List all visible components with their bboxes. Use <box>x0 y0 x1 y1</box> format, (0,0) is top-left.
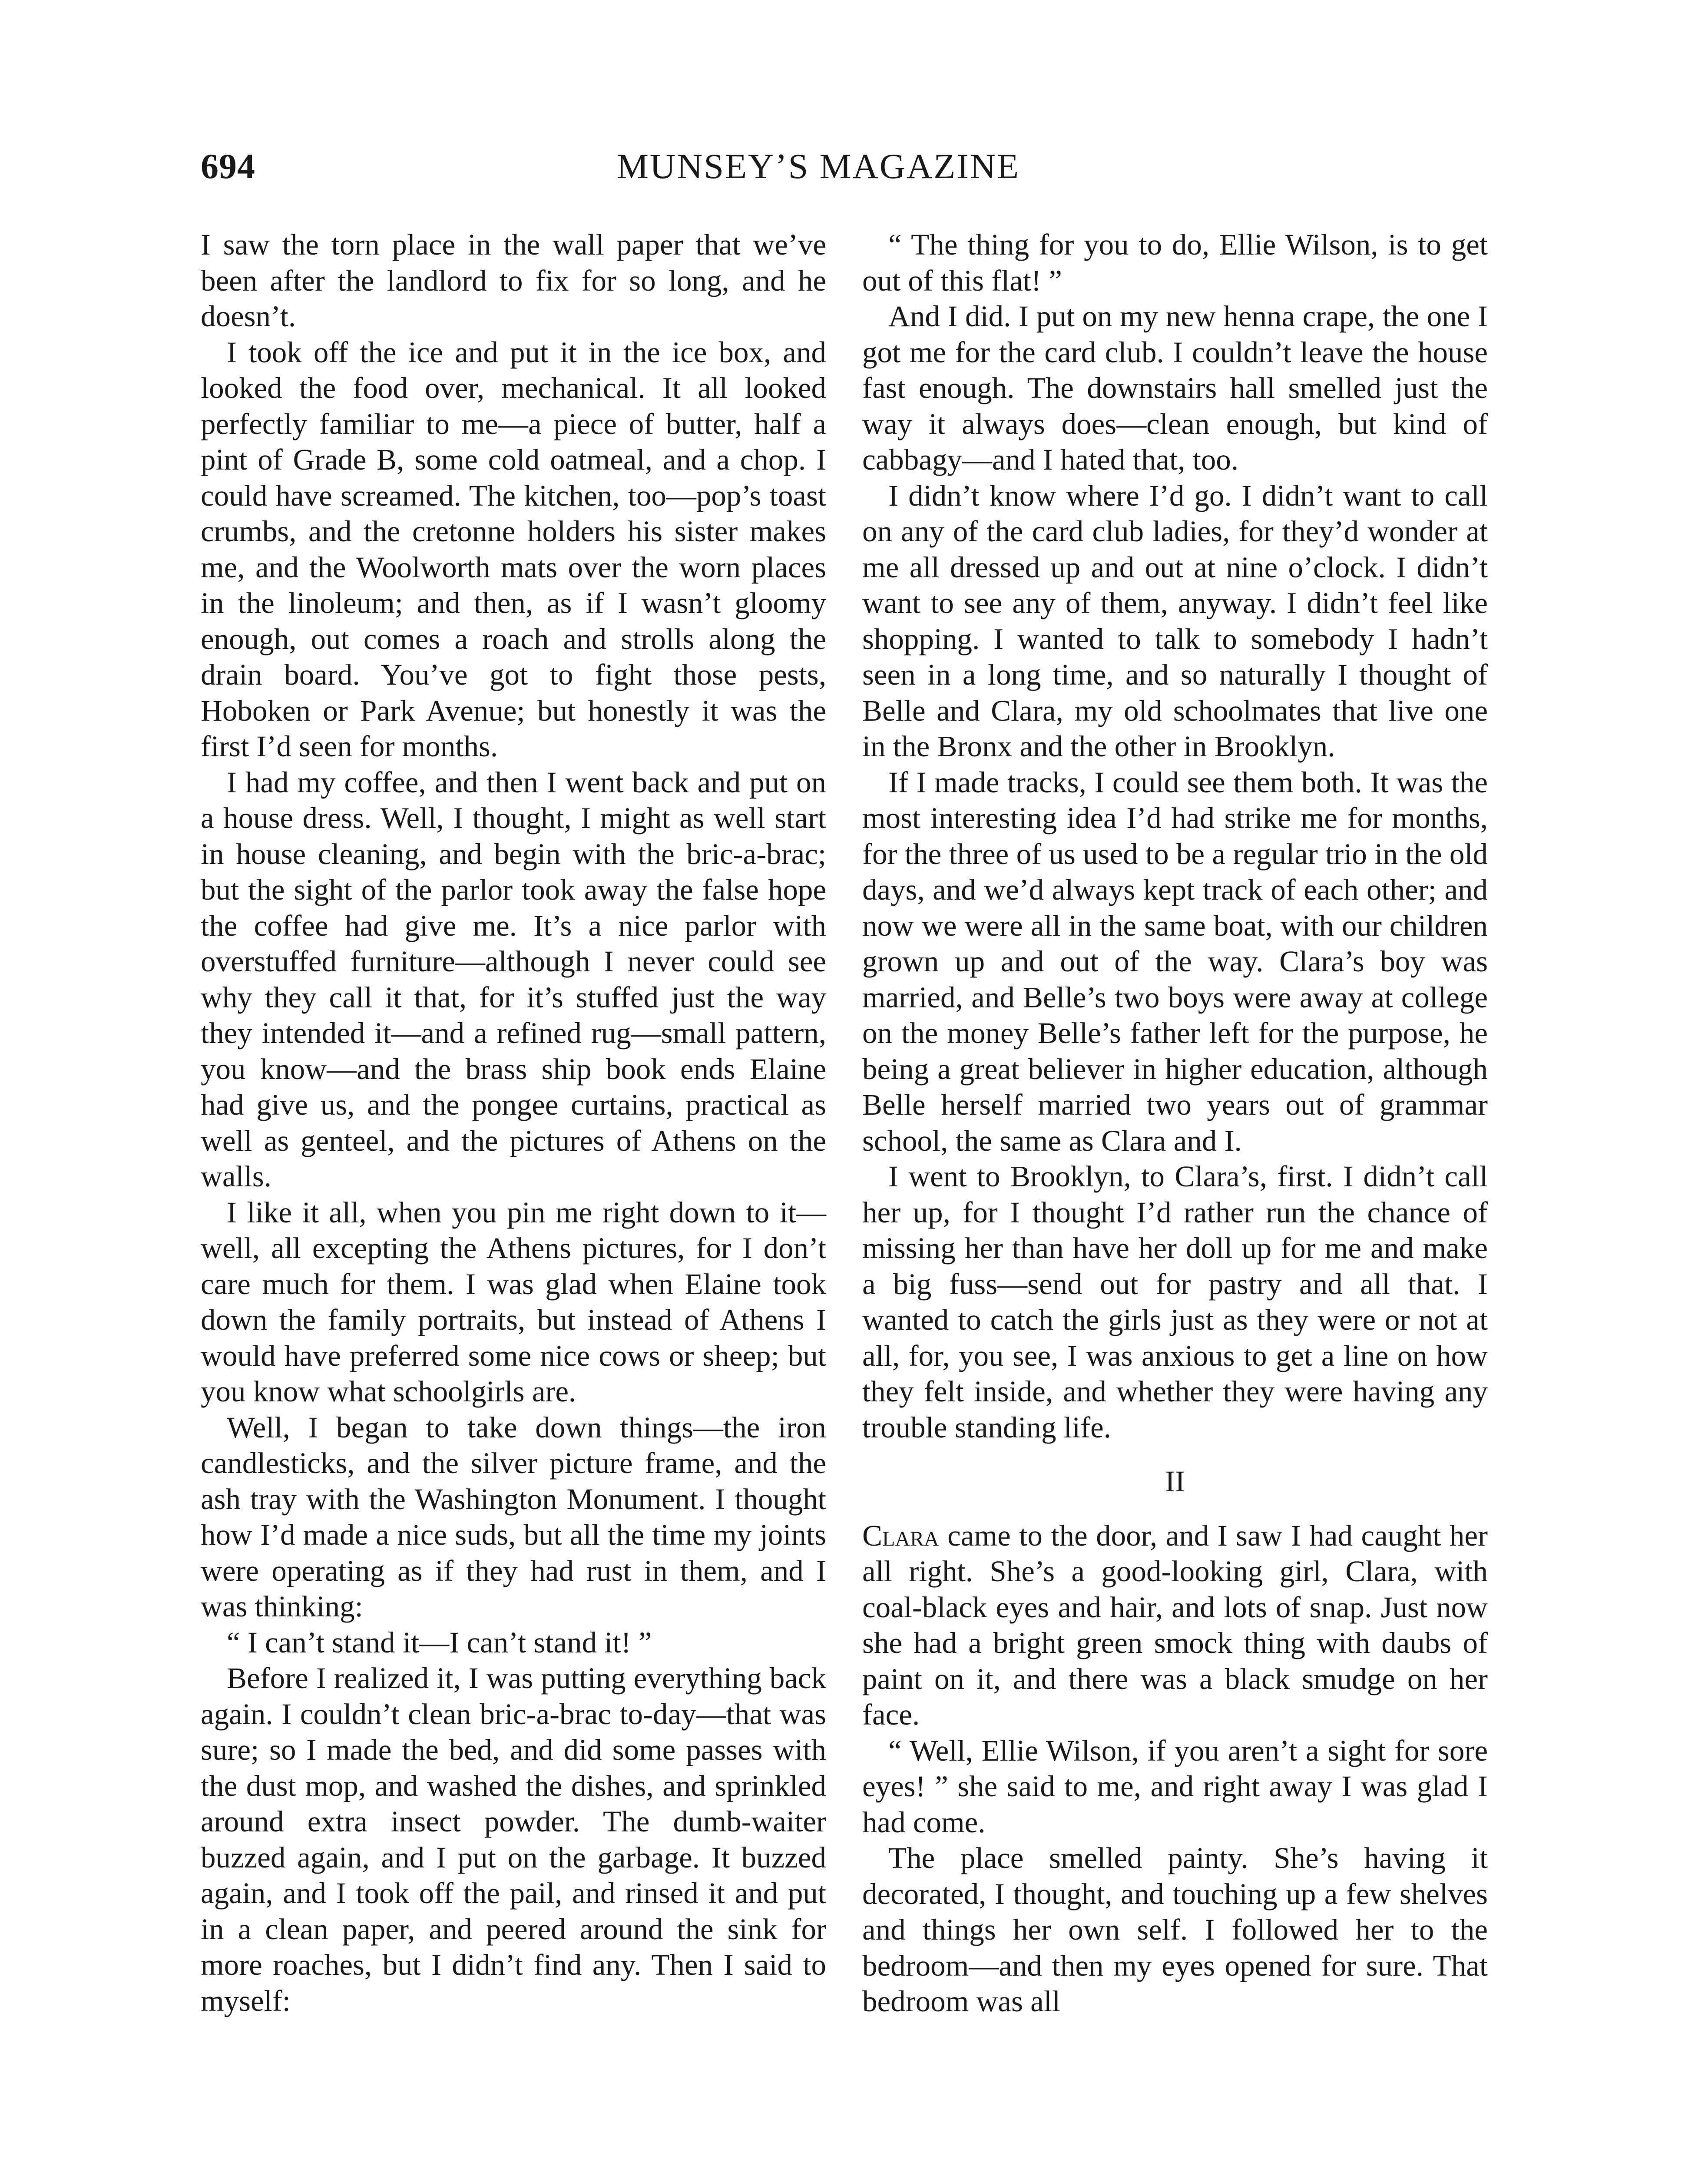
paragraph: If I made tracks, I could see them both. It was the most interesting idea I’d had strike me for months, for the three of us used to be a regular trio in the old days, and we’d always kept track of each other; and now we were all in the same boat, with our children grown up and out of the way. Clara’s boy was married, and Belle’s two boys were away at college on the money Belle’s father left for the purpose, he being a great believer in higher education, although Belle herself married two years out of grammar school, the same as Clara and I. <box>862 765 1488 1157</box>
running-head: MUNSEY’S MAGAZINE <box>617 146 1020 186</box>
paragraph: “ Well, Ellie Wilson, if you aren’t a sight for sore eyes! ” she said to me, and right away I was glad I had come. <box>862 1734 1488 1839</box>
paragraph: “ The thing for you to do, Ellie Wilson, is to get out of this flat! ” <box>862 228 1488 297</box>
right-column <box>862 227 1488 2020</box>
paragraph: And I did. I put on my new henna crape, the one I got me for the card club. I couldn’t leave the house fast enough. The downstairs hall smelled just the way it always does—clean enough, but kind of cabbagy—and I hated that, too. <box>862 300 1488 476</box>
paragraph: I like it all, when you pin me right down to it—well, all excepting the Athens pictures, for I don’t care much for them. I was glad when Elaine took down the family portraits, but instead of Athens I would have preferred some nice cows or sheep; but you know what schoolgirls are. <box>201 1195 826 1408</box>
paragraph: I went to Brooklyn, to Clara’s, first. I didn’t call her up, for I thought I’d rather run the chance of missing her than have her doll up for me and make a big fuss—send out for pastry and all that. I wanted to catch the girls just as they were or not at all, for, you see, I was anxious to get a line on how they felt inside, and whether they were having any trouble standing life. <box>862 1160 1488 1444</box>
paragraph: I didn’t know where I’d go. I didn’t want to call on any of the card club ladies, for they’d wonder at me all dressed up and out at nine o’clock. I didn’t want to see any of them, anyway. I didn’t feel like shopping. I wanted to talk to somebody I hadn’t seen in a long time, and so naturally I thought of Belle and Clara, my old schoolmates that live one in the Bronx and the other in Brooklyn. <box>862 479 1488 763</box>
paragraph: The place smelled painty. She’s having it decorated, I thought, and touching up a few shelves and things her own self. I followed her to the bedroom—and then my eyes opened for sure. That bedroom was all <box>862 1841 1488 2018</box>
page-number: 694 <box>201 146 255 186</box>
paragraph: Before I realized it, I was putting everything back again. I couldn’t clean bric-a-brac to-day—that was sure; so I made the bed, and did some passes with the dust mop, and washed the dishes, and sprinkled around extra insect powder. The dumb-waiter buzzed again, and I put on the garbage. It buzzed again, and I took off the pail, and rinsed it and put in a clean paper, and peered around the sink for more roaches, but I didn’t find any. Then I said to myself: <box>201 1662 826 2017</box>
section-numeral: II <box>1165 1465 1185 1498</box>
section-lead-word: Clara <box>862 1519 939 1552</box>
paragraph: “ I can’t stand it—I can’t stand it! ” <box>227 1626 652 1659</box>
paragraph: Well, I began to take down things—the iron candlesticks, and the silver picture frame, and the ash tray with the Washington Monument. I thought how I’d made a nice suds, but all the time my joints were operating as if they had rust in them, and I was thinking: <box>201 1410 826 1623</box>
section-first-paragraph <box>862 1518 1488 1733</box>
paragraph: I saw the torn place in the wall paper that we’ve been after the landlord to fix for so long, and he doesn’t. <box>201 228 826 333</box>
paragraph: I had my coffee, and then I went back and put on a house dress. Well, I thought, I might as well start in house cleaning, and begin with the bric-a-brac; but the sight of the parlor took away the false hope the coffee had give me. It’s a nice parlor with overstuffed furniture—although I never could see why they call it that, for it’s stuffed just the way they intended it—and a refined rug—small pattern, you know—and the brass ship book ends Elaine had give us, and the pongee curtains, practical as well as genteel, and the pictures of Athens on the walls. <box>201 765 826 1193</box>
paragraph-text: came to the door, and I saw I had caught her all right. She’s a good-looking girl, Clara, with coal-black eyes and hair, and lots of snap. Just now she had a bright green smock thing with daubs of paint on it, and there was a black smudge on her face. <box>862 1519 1488 1731</box>
left-column <box>201 227 826 2019</box>
paragraph: I took off the ice and put it in the ice box, and looked the food over, mechanical. It all looked perfectly familiar to me—a piece of butter, half a pint of Grade B, some cold oatmeal, and a chop. I could have screamed. The kitchen, too—pop’s toast crumbs, and the cretonne holders his sister makes me, and the Woolworth mats over the worn places in the linoleum; and then, as if I wasn’t gloomy enough, out comes a roach and strolls along the drain board. You’ve got to fight those pests, Hoboken or Park Avenue; but honestly it was the first I’d seen for months. <box>201 335 826 763</box>
